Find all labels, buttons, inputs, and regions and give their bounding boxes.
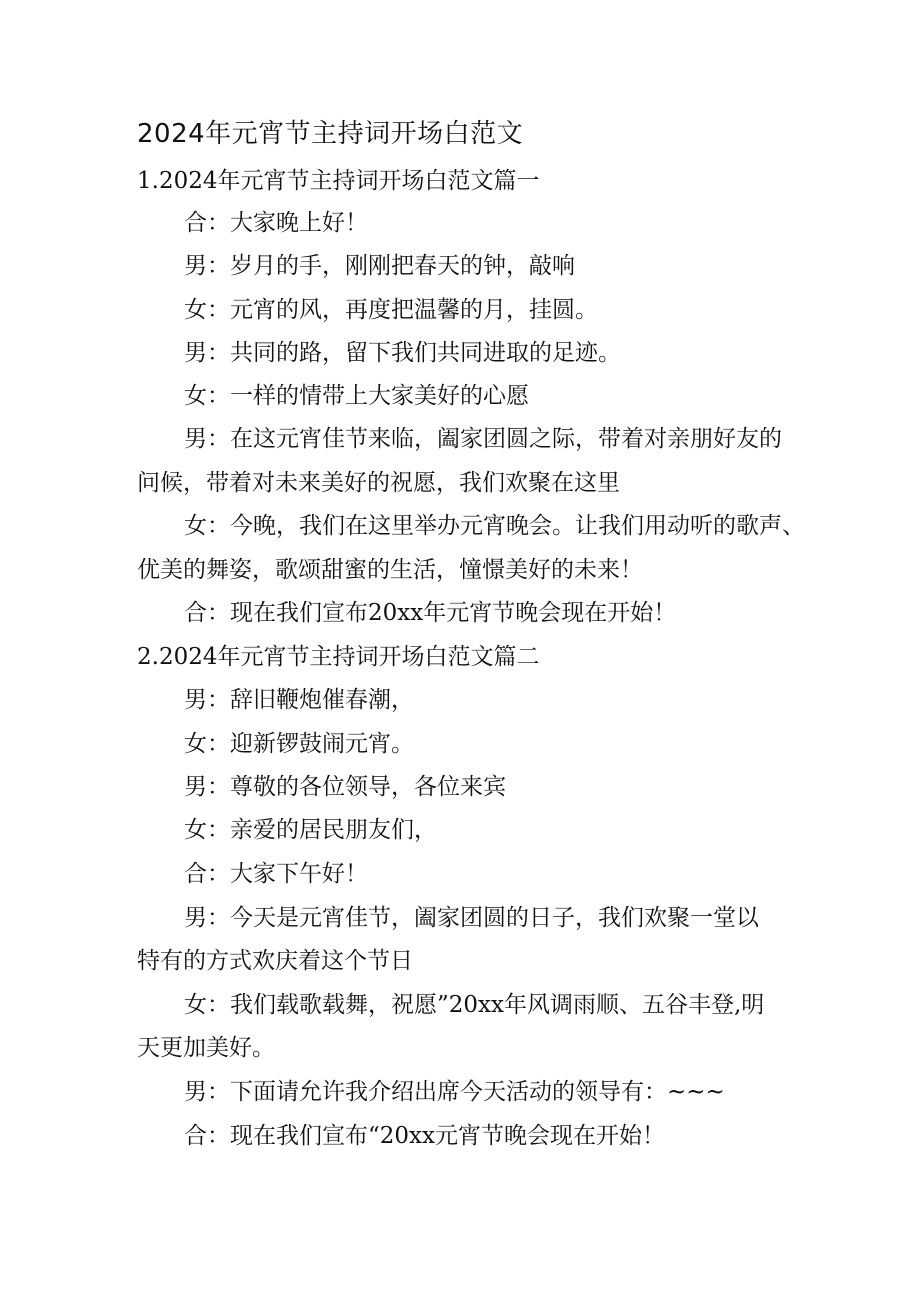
section-1-line-9: 优美的舞姿，歌颂甜蜜的生活，憧憬美好的未来！	[137, 557, 643, 583]
section-2-line-7: 特有的方式欢庆着这个节日	[137, 948, 413, 974]
section-2-line-6: 男：今天是元宵佳节，阖家团圆的日子，我们欢聚一堂以	[184, 905, 759, 931]
section-2-line-9: 天更加美好。	[137, 1035, 275, 1061]
section-1-line-5: 女：一样的情带上大家美好的心愿	[184, 383, 529, 409]
section-1-line-10: 合：现在我们宣布20xx年元宵节晚会现在开始！	[184, 600, 677, 626]
section-2-line-10: 男：下面请允许我介绍出席今天活动的领导有：~~~	[184, 1079, 725, 1105]
section-2-line-5: 合：大家下午好！	[184, 861, 368, 887]
section-2-heading: 2.2024年元宵节主持词开场白范文篇二	[137, 644, 540, 670]
section-1-line-8: 女：今晚，我们在这里举办元宵晚会。让我们用动听的歌声、	[184, 513, 805, 539]
section-2-line-2: 女：迎新锣鼓闹元宵。	[184, 731, 414, 757]
section-1-line-2: 男：岁月的手，刚刚把春天的钟，敲响	[184, 253, 575, 279]
document-title: 2024年元宵节主持词开场白范文	[137, 119, 524, 149]
section-1-line-1: 合：大家晚上好！	[184, 210, 368, 236]
section-1-line-4: 男：共同的路，留下我们共同进取的足迹。	[184, 340, 621, 366]
section-1-line-3: 女：元宵的风，再度把温馨的月，挂圆。	[184, 297, 598, 323]
section-1-heading: 1.2024年元宵节主持词开场白范文篇一	[137, 168, 540, 194]
section-2-line-4: 女：亲爱的居民朋友们，	[184, 817, 437, 843]
section-2-line-1: 男：辞旧鞭炮催春潮，	[184, 687, 414, 713]
section-2-line-8: 女：我们载歌载舞，祝愿”20xx年风调雨顺、五谷丰登,明	[184, 992, 765, 1018]
section-2-line-3: 男：尊敬的各位领导，各位来宾	[184, 774, 506, 800]
section-1-line-6: 男：在这元宵佳节来临，阖家团圆之际，带着对亲朋好友的	[184, 426, 782, 452]
section-2-line-11: 合：现在我们宣布“20xx元宵节晚会现在开始！	[184, 1123, 665, 1149]
section-1-line-7: 问候，带着对未来美好的祝愿，我们欢聚在这里	[137, 470, 620, 496]
